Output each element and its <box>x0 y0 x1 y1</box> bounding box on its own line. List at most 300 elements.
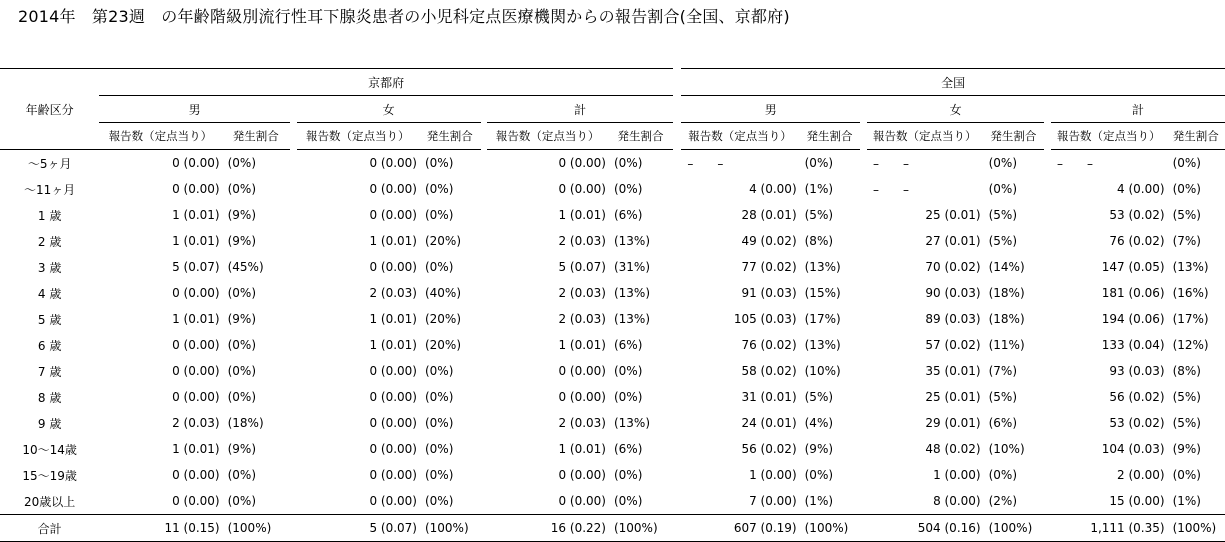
report-count-cell: 5 (0.07) <box>558 260 606 274</box>
spacer <box>860 150 867 177</box>
report-count-cell: – – <box>687 156 724 171</box>
report-count-cell: 0 (0.00) <box>558 156 606 170</box>
ratio-cell: (13%) <box>613 312 651 326</box>
spacer <box>860 515 867 542</box>
spacer <box>673 150 681 177</box>
ratio-cell: (8%) <box>1172 364 1201 378</box>
table-row <box>0 462 1225 488</box>
ratio-cell: (0%) <box>613 390 643 404</box>
report-count-cell: 133 (0.04) <box>1101 338 1165 352</box>
report-count-cell: 2 (0.00) <box>1117 468 1165 482</box>
ratio-cell: (1%) <box>804 494 834 508</box>
col-ratio-header: 発生割合 <box>799 123 861 150</box>
ratio-cell: (0%) <box>424 182 454 196</box>
age-cell: 20歳以上 <box>24 494 76 509</box>
ratio-cell: (20%) <box>424 338 462 352</box>
ratio-cell: (0%) <box>424 390 454 404</box>
spacer <box>673 515 681 542</box>
ratio-cell: (17%) <box>1172 312 1209 326</box>
sex-header: 女 <box>867 96 1044 123</box>
report-count-cell: 2 (0.03) <box>558 234 606 248</box>
report-count-cell: 1 (0.01) <box>558 442 606 456</box>
sex-header: 計 <box>1051 96 1225 123</box>
spacer <box>860 332 867 358</box>
report-table <box>0 68 1225 542</box>
age-cell: 2 歳 <box>37 234 62 249</box>
ratio-cell: (100%) <box>222 515 290 542</box>
spacer <box>290 280 297 306</box>
spacer <box>860 176 867 202</box>
report-count-cell: 15 (0.00) <box>1109 494 1165 508</box>
col-ratio-header: 発生割合 <box>608 123 673 150</box>
report-count-cell: 1 (0.01) <box>172 208 220 222</box>
report-count-cell: 28 (0.01) <box>741 208 797 222</box>
col-ratio-header: 発生割合 <box>983 123 1045 150</box>
ratio-cell: (45%) <box>227 260 264 274</box>
spacer <box>290 358 297 384</box>
spacer <box>1044 515 1051 542</box>
col-report-header: 報告数（定点当り） <box>867 123 983 150</box>
ratio-cell: (0%) <box>227 390 257 404</box>
report-count-cell: 104 (0.03) <box>1101 442 1165 456</box>
spacer <box>860 202 867 228</box>
report-count-cell: – – <box>1056 156 1093 171</box>
ratio-cell: (7%) <box>988 364 1017 378</box>
table-row <box>0 150 1225 177</box>
spacer <box>481 332 488 358</box>
table-row <box>0 332 1225 358</box>
report-count-cell: 4 (0.00) <box>1117 182 1165 196</box>
report-count-cell: 24 (0.01) <box>741 416 797 430</box>
ratio-cell: (0%) <box>424 260 454 274</box>
spacer <box>290 515 297 542</box>
report-count-cell: 1 (0.01) <box>369 338 417 352</box>
spacer <box>481 150 488 177</box>
report-count-cell: 1 (0.01) <box>172 442 220 456</box>
ratio-cell: (0%) <box>227 468 257 482</box>
ratio-cell: (18%) <box>988 312 1025 326</box>
report-count-cell: 0 (0.00) <box>369 260 417 274</box>
ratio-cell: (100%) <box>799 515 861 542</box>
ratio-cell: (0%) <box>988 182 1017 196</box>
report-count-cell: 11 (0.15) <box>99 515 221 542</box>
report-count-cell: 77 (0.02) <box>741 260 797 274</box>
report-count-cell: 1 (0.00) <box>933 468 981 482</box>
ratio-cell: (0%) <box>424 468 454 482</box>
report-count-cell: – – <box>872 182 909 197</box>
table-row <box>0 384 1225 410</box>
report-count-cell: 4 (0.00) <box>749 182 797 196</box>
ratio-cell: (0%) <box>424 416 454 430</box>
ratio-cell: (15%) <box>804 286 841 300</box>
ratio-cell: (9%) <box>227 234 257 248</box>
report-count-cell: 504 (0.16) <box>867 515 983 542</box>
ratio-cell: (0%) <box>1172 468 1201 482</box>
table-row <box>0 228 1225 254</box>
report-count-cell: 58 (0.02) <box>741 364 797 378</box>
spacer <box>290 488 297 515</box>
report-count-cell: 16 (0.22) <box>487 515 608 542</box>
spacer <box>1044 488 1051 515</box>
ratio-cell: (0%) <box>227 182 257 196</box>
age-cell: 10～14歳 <box>22 442 77 457</box>
spacer <box>481 254 488 280</box>
report-count-cell: 76 (0.02) <box>741 338 797 352</box>
report-count-cell: 0 (0.00) <box>172 468 220 482</box>
spacer <box>290 462 297 488</box>
report-count-cell: 0 (0.00) <box>172 156 220 170</box>
report-count-cell: 1 (0.01) <box>558 338 606 352</box>
spacer <box>481 228 488 254</box>
spacer <box>290 332 297 358</box>
col-ratio-header: 発生割合 <box>1167 123 1225 150</box>
spacer <box>481 488 488 515</box>
report-count-cell: 147 (0.05) <box>1101 260 1165 274</box>
group-kyoto: 京都府 <box>99 69 673 96</box>
ratio-cell: (5%) <box>804 390 834 404</box>
sex-header: 女 <box>297 96 481 123</box>
spacer <box>1044 176 1051 202</box>
spacer <box>290 410 297 436</box>
table-row <box>0 306 1225 332</box>
spacer <box>290 436 297 462</box>
report-count-cell: 5 (0.07) <box>172 260 220 274</box>
spacer <box>673 332 681 358</box>
ratio-cell: (0%) <box>424 208 454 222</box>
spacer <box>1044 436 1051 462</box>
ratio-cell: (9%) <box>804 442 834 456</box>
ratio-cell: (13%) <box>613 416 651 430</box>
report-count-cell: 57 (0.02) <box>925 338 981 352</box>
spacer <box>1044 332 1051 358</box>
table-row <box>0 358 1225 384</box>
spacer <box>1044 254 1051 280</box>
report-count-cell: 93 (0.03) <box>1109 364 1165 378</box>
ratio-cell: (18%) <box>227 416 264 430</box>
col-report-header: 報告数（定点当り） <box>681 123 798 150</box>
spacer <box>860 254 867 280</box>
spacer <box>673 254 681 280</box>
spacer <box>1044 150 1051 177</box>
spacer <box>673 410 681 436</box>
ratio-cell: (0%) <box>613 468 643 482</box>
report-count-cell: 76 (0.02) <box>1109 234 1165 248</box>
spacer <box>1044 384 1051 410</box>
spacer <box>1044 306 1051 332</box>
spacer <box>673 358 681 384</box>
ratio-cell: (0%) <box>424 442 454 456</box>
sex-header: 計 <box>487 96 673 123</box>
ratio-cell: (6%) <box>613 442 643 456</box>
ratio-cell: (1%) <box>804 182 834 196</box>
report-count-cell: 0 (0.00) <box>558 494 606 508</box>
ratio-cell: (0%) <box>424 364 454 378</box>
ratio-cell: (20%) <box>424 312 462 326</box>
report-count-cell: 0 (0.00) <box>172 390 220 404</box>
ratio-cell: (6%) <box>613 338 643 352</box>
report-count-cell: 2 (0.03) <box>558 312 606 326</box>
ratio-cell: (40%) <box>424 286 462 300</box>
spacer <box>860 410 867 436</box>
report-count-cell: 1 (0.01) <box>369 312 417 326</box>
report-count-cell: 70 (0.02) <box>925 260 981 274</box>
ratio-cell: (0%) <box>227 494 257 508</box>
report-count-cell: 194 (0.06) <box>1101 312 1165 326</box>
spacer <box>481 358 488 384</box>
spacer <box>290 384 297 410</box>
report-count-cell: 90 (0.03) <box>925 286 981 300</box>
ratio-cell: (13%) <box>1172 260 1209 274</box>
spacer <box>673 306 681 332</box>
col-report-header: 報告数（定点当り） <box>1051 123 1167 150</box>
ratio-cell: (5%) <box>1172 416 1201 430</box>
report-count-cell: 1 (0.01) <box>172 234 220 248</box>
ratio-cell: (10%) <box>988 442 1025 456</box>
age-cell: ～5ヶ月 <box>27 156 72 171</box>
report-count-cell: 48 (0.02) <box>925 442 981 456</box>
col-ratio-header: 発生割合 <box>222 123 290 150</box>
report-count-cell: 1 (0.01) <box>558 208 606 222</box>
spacer <box>673 202 681 228</box>
col-report-header: 報告数（定点当り） <box>487 123 608 150</box>
spacer <box>481 176 488 202</box>
ratio-cell: (7%) <box>1172 234 1201 248</box>
ratio-cell: (0%) <box>613 182 643 196</box>
ratio-cell: (0%) <box>988 468 1017 482</box>
spacer <box>673 280 681 306</box>
ratio-cell: (5%) <box>988 234 1017 248</box>
report-count-cell: 29 (0.01) <box>925 416 981 430</box>
ratio-cell: (0%) <box>227 156 257 170</box>
ratio-cell: (18%) <box>988 286 1025 300</box>
spacer <box>290 176 297 202</box>
spacer <box>860 306 867 332</box>
ratio-cell: (5%) <box>988 208 1017 222</box>
report-count-cell: 1 (0.00) <box>749 468 797 482</box>
total-row <box>0 515 1225 542</box>
spacer <box>860 280 867 306</box>
spacer <box>860 384 867 410</box>
spacer <box>481 202 488 228</box>
spacer <box>673 176 681 202</box>
ratio-cell: (0%) <box>804 156 834 170</box>
report-count-cell: 25 (0.01) <box>925 208 981 222</box>
report-count-cell: 0 (0.00) <box>369 182 417 196</box>
spacer <box>673 462 681 488</box>
ratio-cell: (13%) <box>804 338 841 352</box>
report-count-cell: 25 (0.01) <box>925 390 981 404</box>
ratio-cell: (11%) <box>988 338 1025 352</box>
report-count-cell: 0 (0.00) <box>369 364 417 378</box>
report-count-cell: 0 (0.00) <box>369 390 417 404</box>
age-cell: 5 歳 <box>37 312 62 327</box>
report-count-cell: 0 (0.00) <box>369 442 417 456</box>
table-row <box>0 176 1225 202</box>
report-count-cell: 89 (0.03) <box>925 312 981 326</box>
age-cell: 15～19歳 <box>22 468 77 483</box>
spacer <box>481 462 488 488</box>
spacer <box>290 254 297 280</box>
age-cell: 3 歳 <box>37 260 62 275</box>
spacer <box>673 384 681 410</box>
report-count-cell: 0 (0.00) <box>558 364 606 378</box>
ratio-cell: (13%) <box>804 260 841 274</box>
ratio-cell: (14%) <box>988 260 1025 274</box>
table-row <box>0 410 1225 436</box>
spacer <box>860 358 867 384</box>
ratio-cell: (0%) <box>988 156 1017 170</box>
age-cell: 9 歳 <box>37 416 62 431</box>
ratio-cell: (31%) <box>613 260 651 274</box>
age-cell: 合計 <box>0 515 99 542</box>
spacer <box>1044 358 1051 384</box>
spacer <box>860 488 867 515</box>
ratio-cell: (10%) <box>804 364 841 378</box>
spacer <box>860 462 867 488</box>
ratio-cell: (12%) <box>1172 338 1209 352</box>
report-count-cell: 0 (0.00) <box>558 468 606 482</box>
ratio-cell: (17%) <box>804 312 841 326</box>
report-count-cell: 2 (0.03) <box>558 416 606 430</box>
age-cell: 7 歳 <box>37 364 62 379</box>
sex-header: 男 <box>681 96 860 123</box>
report-count-cell: 0 (0.00) <box>558 390 606 404</box>
ratio-cell: (0%) <box>613 156 643 170</box>
col-report-header: 報告数（定点当り） <box>297 123 419 150</box>
report-count-cell: 105 (0.03) <box>733 312 797 326</box>
report-count-cell: 56 (0.02) <box>741 442 797 456</box>
report-count-cell: 0 (0.00) <box>369 416 417 430</box>
age-cell: 6 歳 <box>37 338 62 353</box>
age-cell: ～11ヶ月 <box>24 182 76 197</box>
table-row <box>0 202 1225 228</box>
sex-header: 男 <box>99 96 290 123</box>
table-row <box>0 488 1225 515</box>
table-row <box>0 280 1225 306</box>
ratio-cell: (2%) <box>988 494 1017 508</box>
ratio-cell: (5%) <box>1172 390 1201 404</box>
ratio-cell: (0%) <box>227 338 257 352</box>
ratio-cell: (9%) <box>227 442 257 456</box>
spacer <box>290 150 297 177</box>
report-count-cell: 1 (0.01) <box>369 234 417 248</box>
ratio-cell: (0%) <box>227 364 257 378</box>
ratio-cell: (5%) <box>1172 208 1201 222</box>
spacer <box>290 202 297 228</box>
ratio-cell: (9%) <box>227 208 257 222</box>
report-count-cell: 0 (0.00) <box>369 156 417 170</box>
ratio-cell: (100%) <box>419 515 481 542</box>
spacer <box>1044 202 1051 228</box>
ratio-cell: (100%) <box>1167 515 1225 542</box>
ratio-cell: (1%) <box>1172 494 1201 508</box>
spacer <box>1044 462 1051 488</box>
report-count-cell: 0 (0.00) <box>172 182 220 196</box>
report-count-cell: 0 (0.00) <box>369 468 417 482</box>
report-count-cell: 53 (0.02) <box>1109 208 1165 222</box>
ratio-cell: (0%) <box>227 286 257 300</box>
report-count-cell: 27 (0.01) <box>925 234 981 248</box>
ratio-cell: (0%) <box>613 364 643 378</box>
report-count-cell: – – <box>872 156 909 171</box>
report-count-cell: 53 (0.02) <box>1109 416 1165 430</box>
report-count-cell: 181 (0.06) <box>1101 286 1165 300</box>
ratio-cell: (0%) <box>424 494 454 508</box>
age-cell: 8 歳 <box>37 390 62 405</box>
age-cell: 4 歳 <box>37 286 62 301</box>
spacer <box>860 436 867 462</box>
ratio-cell: (16%) <box>1172 286 1209 300</box>
ratio-cell: (0%) <box>1172 156 1201 170</box>
spacer <box>673 228 681 254</box>
report-count-cell: 35 (0.01) <box>925 364 981 378</box>
report-count-cell: 0 (0.00) <box>369 494 417 508</box>
ratio-cell: (100%) <box>983 515 1045 542</box>
report-count-cell: 1,111 (0.35) <box>1051 515 1167 542</box>
report-count-cell: 0 (0.00) <box>172 338 220 352</box>
spacer <box>481 410 488 436</box>
spacer <box>290 228 297 254</box>
ratio-cell: (100%) <box>608 515 673 542</box>
spacer <box>673 436 681 462</box>
report-count-cell: 607 (0.19) <box>681 515 798 542</box>
report-count-cell: 5 (0.07) <box>297 515 419 542</box>
report-count-cell: 31 (0.01) <box>741 390 797 404</box>
ratio-cell: (0%) <box>424 156 454 170</box>
ratio-cell: (13%) <box>613 234 651 248</box>
spacer <box>673 488 681 515</box>
report-count-cell: 2 (0.03) <box>369 286 417 300</box>
report-count-cell: 0 (0.00) <box>369 208 417 222</box>
ratio-cell: (4%) <box>804 416 834 430</box>
report-count-cell: 49 (0.02) <box>741 234 797 248</box>
group-national: 全国 <box>681 69 1225 96</box>
spacer <box>481 384 488 410</box>
table-row <box>0 436 1225 462</box>
spacer <box>860 228 867 254</box>
spacer <box>1044 228 1051 254</box>
ratio-cell: (0%) <box>613 494 643 508</box>
spacer <box>481 515 488 542</box>
ratio-cell: (0%) <box>1172 182 1201 196</box>
report-count-cell: 8 (0.00) <box>933 494 981 508</box>
table-row <box>0 254 1225 280</box>
report-count-cell: 1 (0.01) <box>172 312 220 326</box>
report-count-cell: 0 (0.00) <box>172 364 220 378</box>
ratio-cell: (9%) <box>1172 442 1201 456</box>
col-report-header: 報告数（定点当り） <box>99 123 221 150</box>
report-count-cell: 2 (0.03) <box>172 416 220 430</box>
age-header: 年齢区分 <box>25 102 74 117</box>
spacer <box>481 280 488 306</box>
ratio-cell: (8%) <box>804 234 834 248</box>
report-count-cell: 0 (0.00) <box>172 286 220 300</box>
report-count-cell: 91 (0.03) <box>741 286 797 300</box>
report-count-cell: 2 (0.03) <box>558 286 606 300</box>
age-cell: 1 歳 <box>37 208 62 223</box>
ratio-cell: (5%) <box>988 390 1017 404</box>
ratio-cell: (6%) <box>988 416 1017 430</box>
page-title: 2014年 第23週 の年齢階級別流行性耳下腺炎患者の小児科定点医療機関からの報告割合(全国、京都府) <box>18 7 790 26</box>
ratio-cell: (6%) <box>613 208 643 222</box>
spacer <box>290 306 297 332</box>
ratio-cell: (20%) <box>424 234 462 248</box>
spacer <box>481 306 488 332</box>
ratio-cell: (9%) <box>227 312 257 326</box>
col-ratio-header: 発生割合 <box>419 123 481 150</box>
spacer <box>481 436 488 462</box>
report-count-cell: 0 (0.00) <box>172 494 220 508</box>
